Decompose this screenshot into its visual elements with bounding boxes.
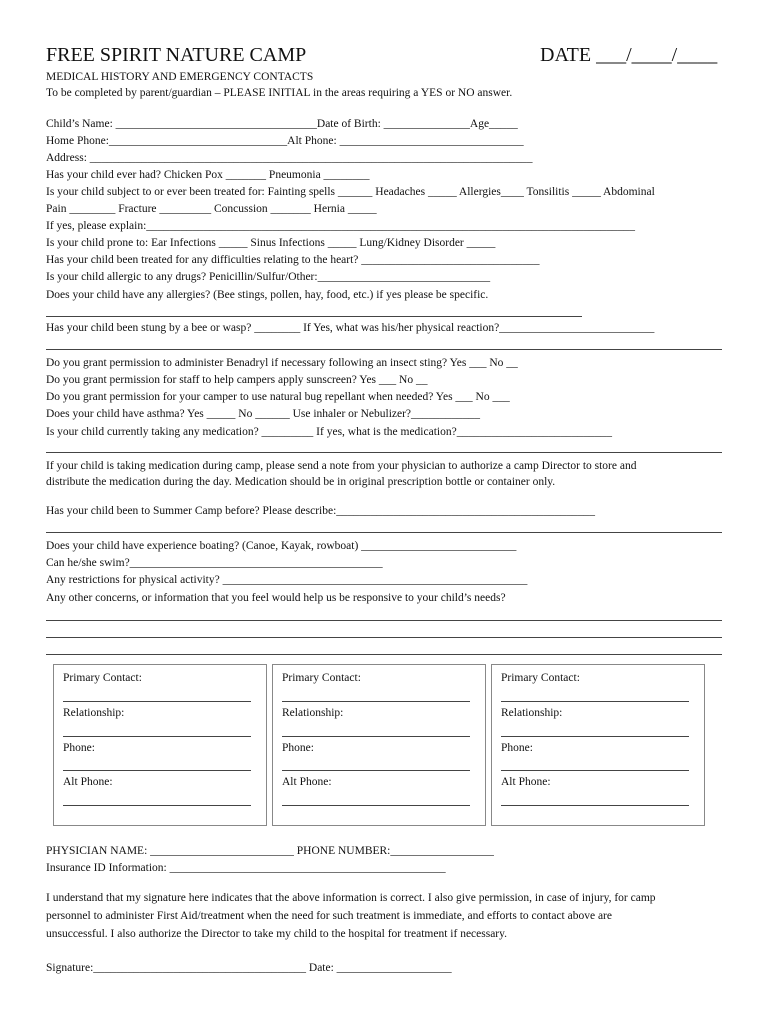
physician-field[interactable]: PHYSICIAN NAME: _________________________ PHONE NUMBER:__________________: [46, 845, 494, 857]
address-field[interactable]: Address: _____________________________________________________________________________: [46, 152, 533, 164]
phone-label: Phone:: [501, 742, 533, 754]
bee-sting-answer-line[interactable]: [46, 349, 722, 350]
primary-contact-input[interactable]: [501, 701, 689, 702]
alt-phone-label: Alt Phone:: [282, 776, 332, 788]
consent-line-3: unsuccessful. I also authorize the Director to take my child to the hospital for treatment if necessary.: [46, 928, 508, 940]
alt-phone-input[interactable]: [282, 805, 470, 806]
primary-contact-label: Primary Contact:: [501, 672, 580, 684]
illness-history-field[interactable]: Has your child ever had? Chicken Pox _______ Pneumonia ________: [46, 169, 370, 181]
relationship-input[interactable]: [501, 736, 689, 737]
consent-line-2: personnel to administer First Aid/treatment when the need for such treatment is immediate, and efforts to contact above are: [46, 910, 612, 922]
medication-field[interactable]: Is your child currently taking any medication? _________ If yes, what is the medication?___________________________: [46, 426, 612, 438]
medication-answer-line[interactable]: [46, 452, 722, 453]
treated-for-field[interactable]: Is your child subject to or ever been treated for: Fainting spells ______ Headaches _____ Allergies____ Tonsilitis _____ Abdominal: [46, 186, 655, 198]
restrictions-field[interactable]: Any restrictions for physical activity? _____________________________________________________: [46, 574, 528, 586]
contact-box-2: [272, 664, 486, 826]
alt-phone-label: Alt Phone:: [501, 776, 551, 788]
form-heading: MEDICAL HISTORY AND EMERGENCY CONTACTS: [46, 71, 314, 83]
pain-fracture-field[interactable]: Pain ________ Fracture _________ Concussion _______ Hernia _____: [46, 203, 377, 215]
swim-field[interactable]: Can he/she swim?____________________________________________: [46, 557, 383, 569]
concerns-answer-line-1[interactable]: [46, 620, 722, 621]
relationship-label: Relationship:: [63, 707, 125, 719]
alt-phone-input[interactable]: [501, 805, 689, 806]
prone-to-field[interactable]: Is your child prone to: Ear Infections _____ Sinus Infections _____ Lung/Kidney Disorder _____: [46, 237, 496, 249]
relationship-label: Relationship:: [501, 707, 563, 719]
relationship-input[interactable]: [282, 736, 470, 737]
drug-allergy-field[interactable]: Is your child allergic to any drugs? Penicillin/Sulfur/Other:______________________________: [46, 271, 491, 283]
phone-label: Phone:: [282, 742, 314, 754]
asthma-field[interactable]: Does your child have asthma? Yes _____ No ______ Use inhaler or Nebulizer?____________: [46, 408, 481, 420]
heart-field[interactable]: Has your child been treated for any difficulties relating to the heart? _______________________________: [46, 254, 540, 266]
explain-field[interactable]: If yes, please explain:_____________________________________________________________________________________: [46, 220, 636, 232]
primary-contact-label: Primary Contact:: [282, 672, 361, 684]
summer-camp-field[interactable]: Has your child been to Summer Camp before? Please describe:_____________________________________________: [46, 505, 596, 517]
concerns-answer-line-3[interactable]: [46, 654, 722, 655]
phone-label: Phone:: [63, 742, 95, 754]
consent-line-1: I understand that my signature here indicates that the above information is correct. I also give permission, in case of injury, for camp: [46, 892, 656, 904]
primary-contact-input[interactable]: [282, 701, 470, 702]
contact-box-1: [53, 664, 267, 826]
concerns-answer-line-2[interactable]: [46, 637, 722, 638]
relationship-label: Relationship:: [282, 707, 344, 719]
alt-phone-label: Alt Phone:: [63, 776, 113, 788]
camp-title: FREE SPIRIT NATURE CAMP: [46, 44, 307, 66]
primary-contact-input[interactable]: [63, 701, 251, 702]
primary-contact-label: Primary Contact:: [63, 672, 142, 684]
form-instruction: To be completed by parent/guardian – PLEASE INITIAL in the areas requiring a YES or NO answer.: [46, 87, 513, 99]
summer-camp-answer-line[interactable]: [46, 532, 722, 533]
bee-sting-field[interactable]: Has your child been stung by a bee or wasp? ________ If Yes, what was his/her physical reaction?___________________________: [46, 322, 655, 334]
contact-box-3: [491, 664, 705, 826]
boating-field[interactable]: Does your child have experience boating? (Canoe, Kayak, rowboat) ___________________________: [46, 540, 517, 552]
insurance-field[interactable]: Insurance ID Information: ________________________________________________: [46, 862, 446, 874]
signature-field[interactable]: Signature:_____________________________________ Date: ____________________: [46, 962, 452, 974]
allergies-answer-line[interactable]: [46, 316, 582, 317]
relationship-input[interactable]: [63, 736, 251, 737]
benadryl-permission-field[interactable]: Do you grant permission to administer Benadryl if necessary following an insect sting? Yes ___ No __: [46, 357, 518, 369]
concerns-field[interactable]: Any other concerns, or information that you feel would help us be responsive to your child’s needs?: [46, 592, 506, 604]
sunscreen-permission-field[interactable]: Do you grant permission for staff to help campers apply sunscreen? Yes ___ No __: [46, 374, 428, 386]
childs-name-field[interactable]: Child’s Name: ___________________________________Date of Birth: _______________Age_____: [46, 118, 518, 130]
phone-input[interactable]: [63, 770, 251, 771]
phone-input[interactable]: [282, 770, 470, 771]
other-allergies-field[interactable]: Does your child have any allergies? (Bee stings, pollen, hay, food, etc.) if yes please be specific.: [46, 289, 489, 301]
alt-phone-input[interactable]: [63, 805, 251, 806]
date-field[interactable]: DATE ___/____/____: [540, 44, 718, 66]
home-phone-field[interactable]: Home Phone:_______________________________Alt Phone: ________________________________: [46, 135, 524, 147]
medication-note-line-2: distribute the medication during the day. Medication should be in original prescription bottle or container only.: [46, 476, 556, 488]
repellant-permission-field[interactable]: Do you grant permission for your camper to use natural bug repellant when needed? Yes ___ No ___: [46, 391, 510, 403]
phone-input[interactable]: [501, 770, 689, 771]
medication-note-line-1: If your child is taking medication during camp, please send a note from your physician to authorize a camp Director to store and: [46, 460, 637, 472]
